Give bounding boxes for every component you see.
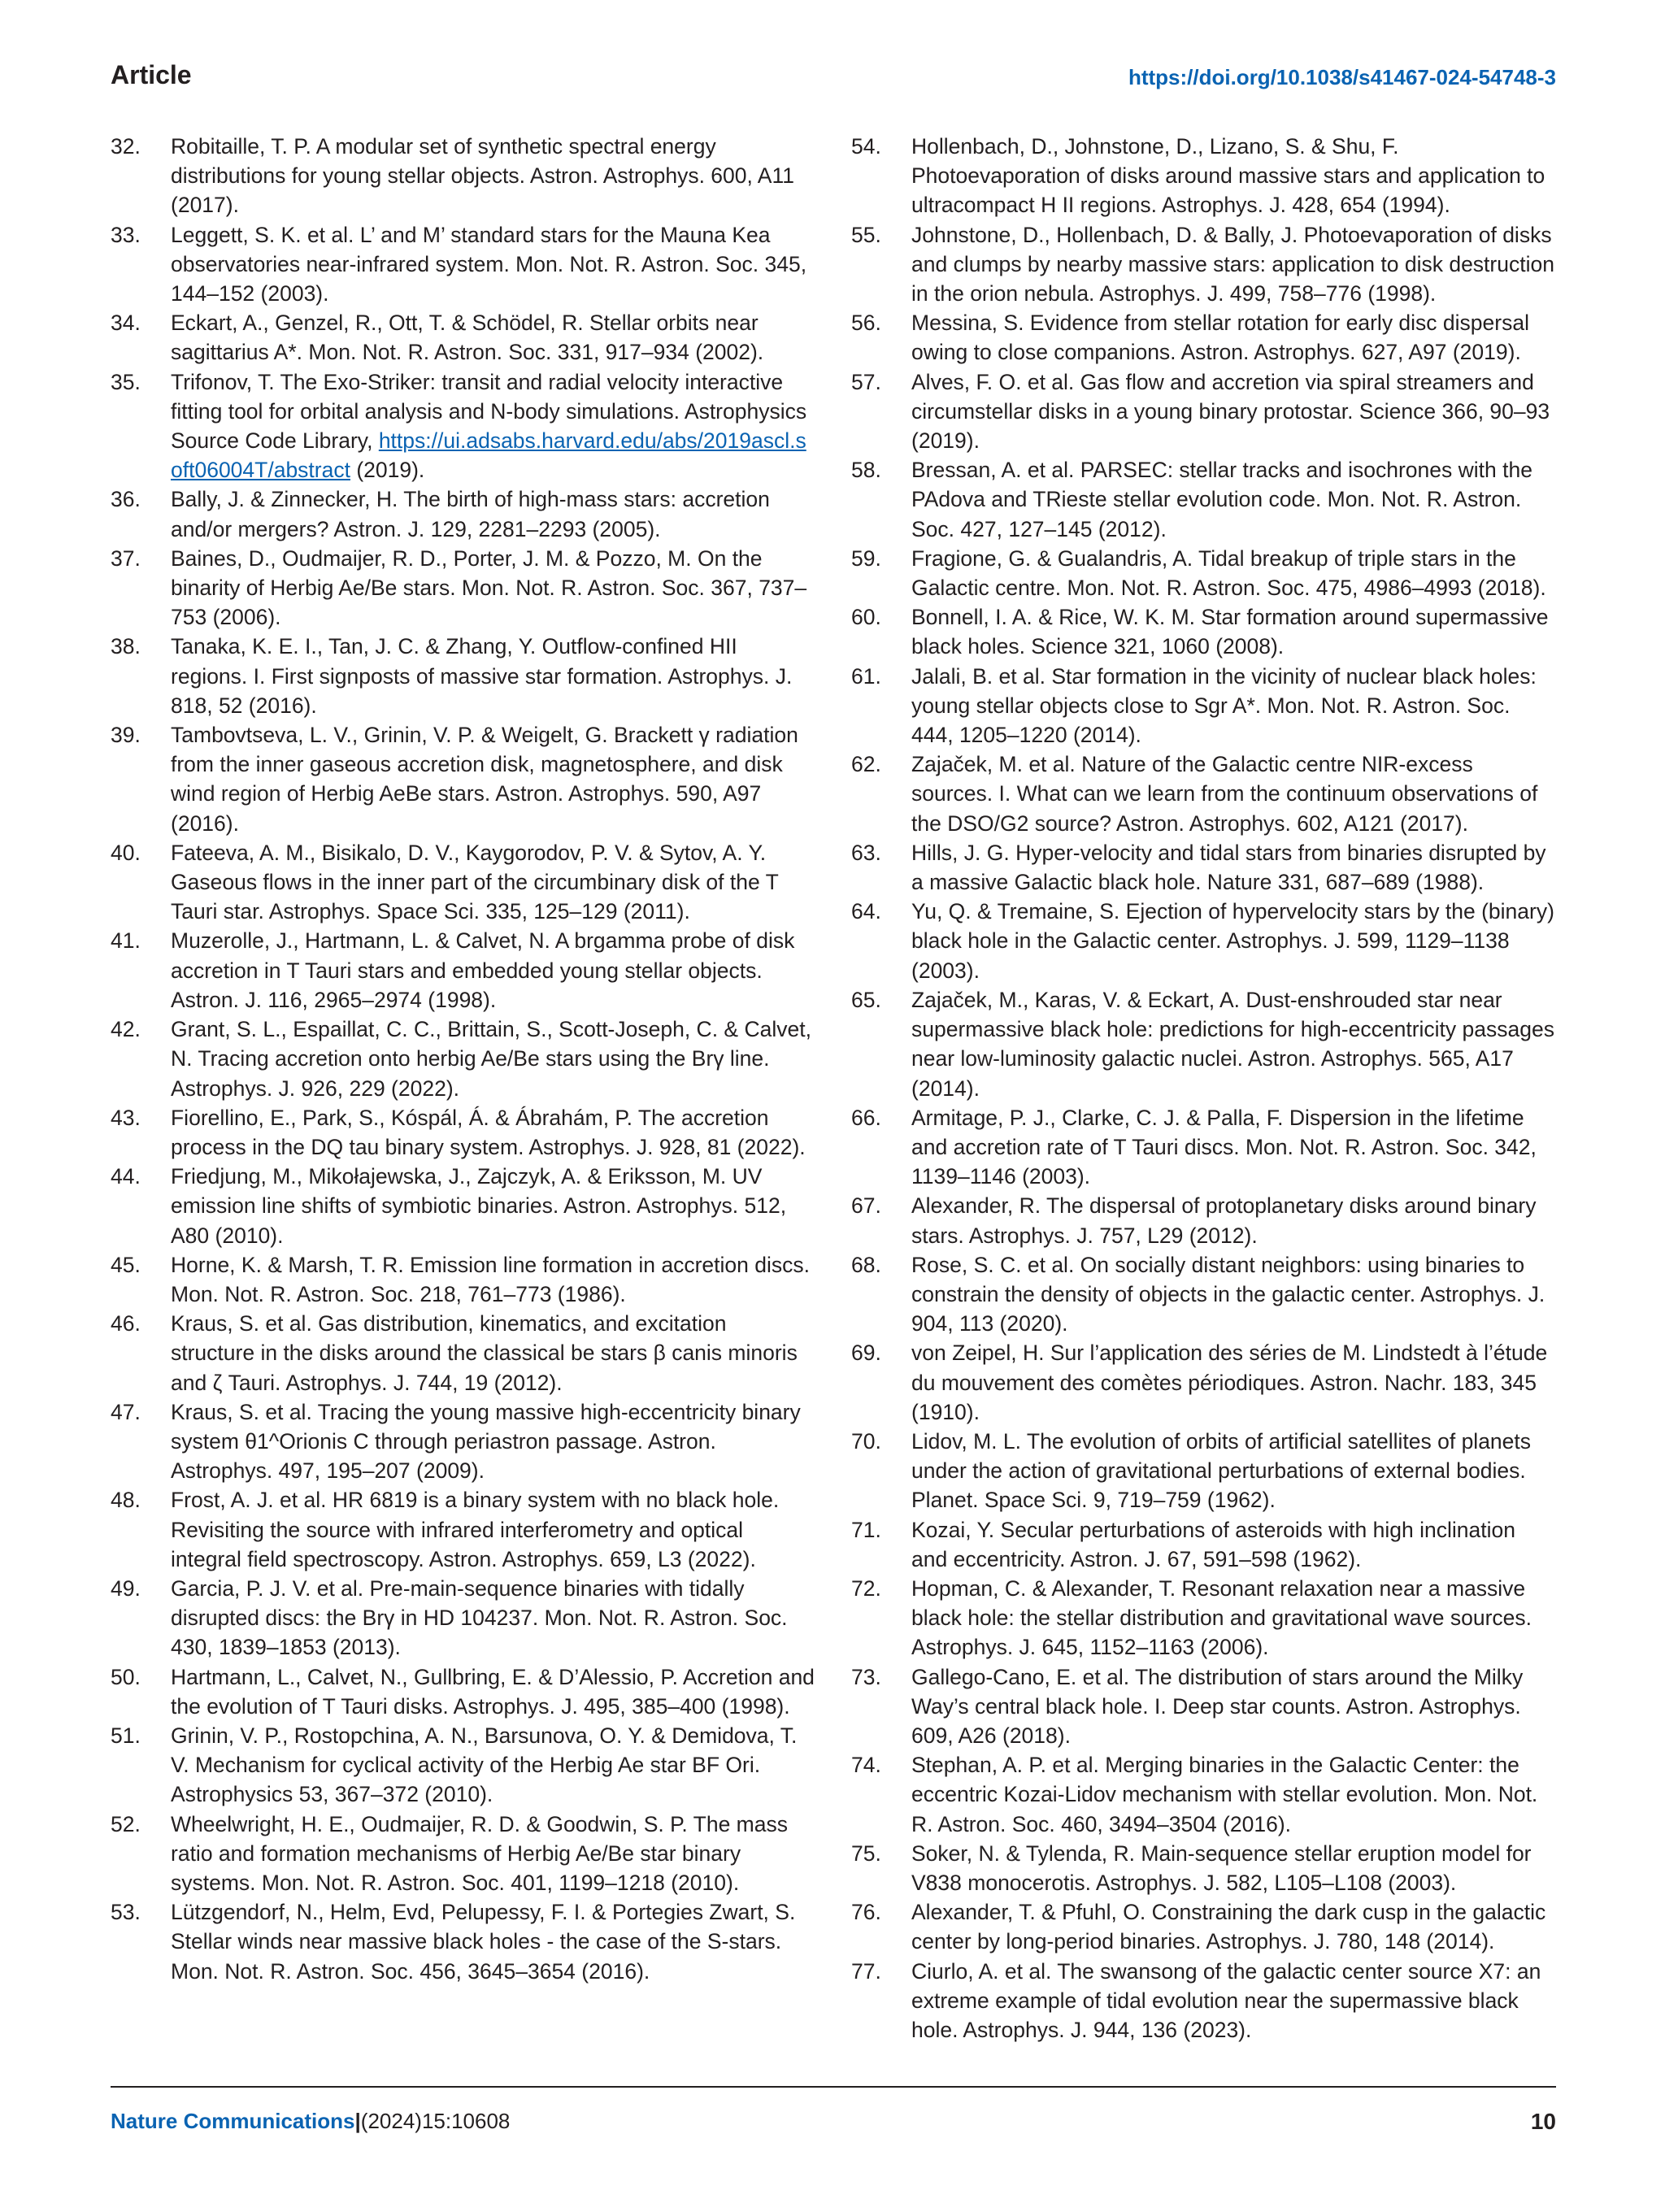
- reference-number: 76.: [851, 1900, 881, 1925]
- reference-item: [111, 132, 815, 220]
- reference-body: [171, 1103, 815, 1162]
- reference-number: 62.: [851, 752, 881, 777]
- reference-body: [911, 1662, 1556, 1751]
- reference-text: Lützgendorf, N., Helm, Evd, Pelupessy, F. I. & Portegies Zwart, S. Stellar winds near massive black holes - the case of the S-stars. Mon. Not. R. Astron. Soc. 456, 3645–3654 (2016).: [171, 1900, 796, 1984]
- reference-item: [111, 485, 815, 543]
- reference-text: Grant, S. L., Espaillat, C. C., Brittain, S., Scott-Joseph, C. & Calvet, N. Tracing accretion onto herbig Ae/Be stars using the Brγ line. Astrophys. J. 926, 229 (2022).: [171, 1017, 811, 1101]
- reference-link[interactable]: https://ui.adsabs.harvard.edu/abs/2019ascl.soft06004T/abstract: [171, 428, 806, 483]
- reference-text: Tambovtseva, L. V., Grinin, V. P. & Weigelt, G. Brackett γ radiation from the inner gaseous accretion disk, magnetosphere, and disk wind region of Herbig AeBe stars. Astron. Astrophys. 590, A97 (2016).: [171, 723, 798, 836]
- reference-number: 56.: [851, 311, 881, 336]
- reference-body: [171, 632, 815, 720]
- reference-text: Johnstone, D., Hollenbach, D. & Bally, J. Photoevaporation of disks and clumps by nearby massive stars: application to disk destruction in the orion nebula. Astrophys. J. 499, 758–776 (1998).: [911, 222, 1554, 306]
- reference-text: Stephan, A. P. et al. Merging binaries in the Galactic Center: the eccentric Kozai-Lidov mechanism with stellar evolution. Mon. Not. R. Astron. Soc. 460, 3494–3504 (2016).: [911, 1753, 1538, 1836]
- reference-item: [111, 1721, 815, 1810]
- reference-text: Trifonov, T. The Exo-Striker: transit and radial velocity interactive fitting tool for orbital analysis and N-body simulations. Astrophysics Source Code Library,: [171, 369, 807, 454]
- reference-item: [111, 1810, 815, 1898]
- reference-text: Fateeva, A. M., Bisikalo, D. V., Kaygorodov, P. V. & Sytov, A. Y. Gaseous flows in the inner part of the circumbinary disk of the T Tauri star. Astrophys. Space Sci. 335, 125–129 (2011).: [171, 840, 779, 924]
- reference-item: [111, 1162, 815, 1250]
- reference-number: 42.: [111, 1017, 141, 1042]
- reference-text: Leggett, S. K. et al. L’ and M’ standard stars for the Mauna Kea observatories near-infrared system. Mon. Not. R. Astron. Soc. 345, 144–152 (2003).: [171, 222, 807, 306]
- reference-body: [911, 455, 1556, 544]
- reference-item: [111, 838, 815, 927]
- page-number: 10: [1530, 2109, 1556, 2134]
- reference-text: Horne, K. & Marsh, T. R. Emission line formation in accretion discs. Mon. Not. R. Astron. Soc. 218, 761–773 (1986).: [171, 1252, 810, 1306]
- reference-body: [911, 1897, 1556, 1956]
- reference-text: Jalali, B. et al. Star formation in the vicinity of nuclear black holes: young stellar objects close to Sgr A*. Mon. Not. R. Astron. Soc. 444, 1205–1220 (2014).: [911, 663, 1537, 748]
- reference-number: 45.: [111, 1252, 141, 1277]
- reference-body: [911, 220, 1556, 309]
- reference-item: [851, 662, 1556, 750]
- reference-number: 69.: [851, 1341, 881, 1366]
- reference-text: Garcia, P. J. V. et al. Pre-main-sequence binaries with tidally disrupted discs: the Brγ in HD 104237. Mon. Not. R. Astron. Soc. 430, 1839–1853 (2013).: [171, 1575, 788, 1660]
- reference-item: [111, 1897, 815, 1986]
- reference-item: [851, 1515, 1556, 1574]
- reference-body: [171, 1662, 815, 1721]
- reference-item: [111, 632, 815, 720]
- reference-item: [851, 220, 1556, 309]
- reference-text: Bonnell, I. A. & Rice, W. K. M. Star formation around supermassive black holes. Science 321, 1060 (2008).: [911, 605, 1549, 659]
- reference-text: Messina, S. Evidence from stellar rotation for early disc dispersal owing to close companions. Astron. Astrophys. 627, A97 (2019).: [911, 311, 1529, 365]
- reference-text: Hopman, C. & Alexander, T. Resonant relaxation near a massive black hole: the stellar distribution and gravitational wave sources. Astrophys. J. 645, 1152–1163 (2006).: [911, 1575, 1532, 1660]
- footer-separator: |: [354, 2109, 361, 2133]
- reference-body: [171, 1810, 815, 1898]
- reference-text: Bally, J. & Zinnecker, H. The birth of high-mass stars: accretion and/or mergers? Astron. J. 129, 2281–2293 (2005).: [171, 487, 770, 541]
- reference-number: 73.: [851, 1664, 881, 1689]
- reference-body: [171, 1162, 815, 1250]
- footer-divider: [111, 2086, 1556, 2088]
- reference-number: 64.: [851, 899, 881, 924]
- reference-item: [851, 838, 1556, 897]
- reference-item: [851, 132, 1556, 220]
- reference-body: [911, 1427, 1556, 1515]
- reference-text: Yu, Q. & Tremaine, S. Ejection of hypervelocity stars by the (binary) black hole in the Galactic center. Astrophys. J. 599, 1129–1138 (2003).: [911, 899, 1554, 983]
- reference-body: [171, 926, 815, 1015]
- reference-body: [171, 1485, 815, 1574]
- reference-number: 40.: [111, 840, 141, 865]
- reference-text: Robitaille, T. P. A modular set of synthetic spectral energy distributions for young stellar objects. Astron. Astrophys. 600, A11 (2017).: [171, 134, 794, 218]
- reference-text: Hollenbach, D., Johnstone, D., Lizano, S. & Shu, F. Photoevaporation of disks around massive stars and application to ultracompact H II regions. Astrophys. J. 428, 654 (1994).: [911, 134, 1545, 218]
- reference-number: 37.: [111, 545, 141, 571]
- reference-body: [911, 1338, 1556, 1427]
- reference-item: [851, 1103, 1556, 1192]
- reference-body: [171, 1015, 815, 1103]
- reference-number: 38.: [111, 634, 141, 659]
- reference-item: [111, 926, 815, 1015]
- reference-tail: (2019).: [350, 458, 425, 483]
- reference-body: [911, 602, 1556, 661]
- reference-number: 65.: [851, 987, 881, 1012]
- reference-body: [171, 1309, 815, 1397]
- reference-item: [111, 720, 815, 838]
- reference-number: 50.: [111, 1664, 141, 1689]
- reference-item: [851, 1957, 1556, 2045]
- reference-item: [111, 367, 815, 485]
- reference-item: [851, 1427, 1556, 1515]
- reference-number: 77.: [851, 1958, 881, 1984]
- reference-number: 41.: [111, 928, 141, 954]
- reference-number: 51.: [111, 1723, 141, 1748]
- reference-text: Kraus, S. et al. Tracing the young massive high-eccentricity binary system θ1^Orionis C through periastron passage. Astron. Astrophys. 497, 195–207 (2009).: [171, 1399, 801, 1484]
- reference-item: [851, 308, 1556, 367]
- reference-body: [911, 1750, 1556, 1839]
- reference-text: Ciurlo, A. et al. The swansong of the galactic center source X7: an extreme example of tidal evolution near the supermassive black hole. Astrophys. J. 944, 136 (2023).: [911, 1958, 1541, 2042]
- reference-number: 46.: [111, 1311, 141, 1336]
- reference-number: 57.: [851, 369, 881, 394]
- reference-number: 71.: [851, 1517, 881, 1542]
- reference-body: [911, 985, 1556, 1103]
- journal-name[interactable]: Nature Communications: [111, 2109, 355, 2133]
- reference-body: [171, 308, 815, 367]
- reference-number: 60.: [851, 605, 881, 630]
- reference-text: Fragione, G. & Gualandris, A. Tidal breakup of triple stars in the Galactic centre. Mon. Not. R. Astron. Soc. 475, 4986–4993 (2018).: [911, 545, 1546, 601]
- reference-body: [171, 1721, 815, 1810]
- reference-text: Hartmann, L., Calvet, N., Gullbring, E. & D’Alessio, P. Accretion and the evolution of T Tauri disks. Astrophys. J. 495, 385–400 (1998).: [171, 1664, 815, 1719]
- reference-number: 53.: [111, 1900, 141, 1925]
- reference-item: [851, 544, 1556, 602]
- reference-text: Kozai, Y. Secular perturbations of asteroids with high inclination and eccentricity. Astron. J. 67, 591–598 (1962).: [911, 1517, 1515, 1571]
- reference-text: Gallego-Cano, E. et al. The distribution of stars around the Milky Way’s central black hole. I. Deep star counts. Astron. Astrophys. 609, A26 (2018).: [911, 1664, 1524, 1748]
- reference-item: [851, 602, 1556, 661]
- reference-number: 54.: [851, 134, 881, 159]
- reference-number: 34.: [111, 311, 141, 336]
- reference-number: 59.: [851, 545, 881, 571]
- reference-item: [851, 1662, 1556, 1751]
- reference-item: [111, 1662, 815, 1721]
- reference-body: [911, 1515, 1556, 1574]
- reference-text: Grinin, V. P., Rostopchina, A. N., Barsunova, O. Y. & Demidova, T. V. Mechanism for cyclical activity of the Herbig Ae star BF Ori. Astrophysics 53, 367–372 (2010).: [171, 1723, 798, 1807]
- reference-body: [911, 132, 1556, 220]
- reference-body: [171, 367, 815, 485]
- reference-item: [851, 455, 1556, 544]
- reference-item: [851, 985, 1556, 1103]
- reference-item: [111, 220, 815, 309]
- reference-body: [171, 1250, 815, 1309]
- reference-number: 74.: [851, 1753, 881, 1778]
- reference-item: [851, 1750, 1556, 1839]
- reference-text: Bressan, A. et al. PARSEC: stellar tracks and isochrones with the PAdova and TRieste stellar evolution code. Mon. Not. R. Astron. Soc. 427, 127–145 (2012).: [911, 458, 1532, 541]
- reference-number: 39.: [111, 723, 141, 748]
- issue-citation: (2024)15:10608: [360, 2109, 511, 2133]
- reference-body: [911, 1103, 1556, 1192]
- reference-number: 72.: [851, 1575, 881, 1601]
- reference-body: [171, 132, 815, 220]
- reference-number: 44.: [111, 1164, 141, 1189]
- reference-text: Kraus, S. et al. Gas distribution, kinematics, and excitation structure in the disks around the classical be stars β canis minoris and ζ Tauri. Astrophys. J. 744, 19 (2012).: [171, 1311, 798, 1395]
- reference-number: 49.: [111, 1575, 141, 1601]
- reference-number: 52.: [111, 1811, 141, 1836]
- reference-text: Zajaček, M., Karas, V. & Eckart, A. Dust-enshrouded star near supermassive black hole: predictions for high-eccentricity passages near low-luminosity galactic nuclei. Astron. Astrophys. 565, A17 (2014).: [911, 987, 1554, 1101]
- reference-column-left: [111, 132, 815, 1986]
- reference-item: [111, 1250, 815, 1309]
- reference-item: [851, 1191, 1556, 1249]
- reference-text: Wheelwright, H. E., Oudmaijer, R. D. & Goodwin, S. P. The mass ratio and formation mechanisms of Herbig Ae/Be star binary systems. Mon. Not. R. Astron. Soc. 401, 1199–1218 (2010).: [171, 1811, 788, 1895]
- reference-number: 55.: [851, 222, 881, 247]
- reference-number: 75.: [851, 1840, 881, 1866]
- reference-number: 36.: [111, 487, 141, 512]
- reference-number: 35.: [111, 369, 141, 394]
- reference-number: 66.: [851, 1105, 881, 1130]
- reference-text: Rose, S. C. et al. On socially distant neighbors: using binaries to constrain the density of objects in the galactic center. Astrophys. J. 904, 113 (2020).: [911, 1252, 1545, 1336]
- reference-text: Baines, D., Oudmaijer, R. D., Porter, J. M. & Pozzo, M. On the binarity of Herbig Ae/Be stars. Mon. Not. R. Astron. Soc. 367, 737–753 (2006).: [171, 545, 807, 630]
- reference-text: Frost, A. J. et al. HR 6819 is a binary system with no black hole. Revisiting the source with infrared interferometry and optical integral field spectroscopy. Astron. Astrophys. 659, L3 (2022).: [171, 1488, 780, 1571]
- reference-text: Hills, J. G. Hyper-velocity and tidal stars from binaries disrupted by a massive Galactic black hole. Nature 331, 687–689 (1988).: [911, 840, 1546, 895]
- reference-body: [171, 720, 815, 838]
- reference-item: [851, 1839, 1556, 1897]
- reference-item: [111, 1309, 815, 1397]
- reference-text: Eckart, A., Genzel, R., Ott, T. & Schödel, R. Stellar orbits near sagittarius A*. Mon. Not. R. Astron. Soc. 331, 917–934 (2002).: [171, 311, 764, 365]
- reference-text: Alexander, T. & Pfuhl, O. Constraining the dark cusp in the galactic center by long-period binaries. Astrophys. J. 780, 148 (2014).: [911, 1900, 1546, 1954]
- reference-body: [911, 838, 1556, 897]
- reference-body: [911, 367, 1556, 456]
- reference-number: 43.: [111, 1105, 141, 1130]
- reference-number: 47.: [111, 1399, 141, 1424]
- reference-body: [171, 1574, 815, 1662]
- reference-body: [911, 1839, 1556, 1897]
- reference-body: [911, 544, 1556, 602]
- reference-text: Alves, F. O. et al. Gas flow and accretion via spiral streamers and circumstellar disks in a young binary protostar. Science 366, 90–93 (2019).: [911, 369, 1550, 454]
- reference-text: Muzerolle, J., Hartmann, L. & Calvet, N. A brgamma probe of disk accretion in T Tauri stars and embedded young stellar objects. Astron. J. 116, 2965–2974 (1998).: [171, 928, 795, 1012]
- reference-body: [911, 1250, 1556, 1339]
- reference-text: Armitage, P. J., Clarke, C. J. & Palla, F. Dispersion in the lifetime and accretion rate of T Tauri discs. Mon. Not. R. Astron. Soc. 342, 1139–1146 (2003).: [911, 1105, 1537, 1189]
- reference-body: [171, 838, 815, 927]
- reference-item: [111, 1103, 815, 1162]
- reference-body: [911, 308, 1556, 367]
- reference-number: 68.: [851, 1252, 881, 1277]
- reference-item: [111, 1574, 815, 1662]
- reference-text: Alexander, R. The dispersal of protoplanetary disks around binary stars. Astrophys. J. 757, L29 (2012).: [911, 1193, 1537, 1248]
- reference-body: [911, 1957, 1556, 2045]
- page-header: [111, 60, 1556, 99]
- reference-body: [911, 750, 1556, 838]
- reference-item: [111, 544, 815, 632]
- reference-body: [171, 485, 815, 543]
- reference-item: [851, 750, 1556, 838]
- reference-body: [911, 1191, 1556, 1249]
- reference-item: [851, 367, 1556, 456]
- reference-text: Zajaček, M. et al. Nature of the Galactic centre NIR-excess sources. I. What can we learn from the continuum observations of the DSO/G2 source? Astron. Astrophys. 602, A121 (2017).: [911, 752, 1538, 836]
- reference-number: 58.: [851, 458, 881, 483]
- page-footer: [111, 2109, 1556, 2141]
- reference-item: [851, 897, 1556, 985]
- reference-text: von Zeipel, H. Sur l’application des séries de M. Lindstedt à l’étude du mouvement des comètes périodiques. Astron. Nachr. 183, 345 (1910).: [911, 1341, 1548, 1424]
- reference-body: [911, 1574, 1556, 1662]
- reference-item: [851, 1338, 1556, 1427]
- reference-body: [911, 662, 1556, 750]
- reference-number: 61.: [851, 663, 881, 689]
- reference-number: 63.: [851, 840, 881, 865]
- reference-number: 48.: [111, 1488, 141, 1513]
- reference-item: [851, 1897, 1556, 1956]
- reference-body: [911, 897, 1556, 985]
- reference-item: [111, 1485, 815, 1574]
- reference-text: Fiorellino, E., Park, S., Kóspál, Á. & Ábrahám, P. The accretion process in the DQ tau binary system. Astrophys. J. 928, 81 (2022).: [171, 1105, 806, 1159]
- reference-body: [171, 220, 815, 309]
- reference-item: [111, 1397, 815, 1486]
- reference-item: [111, 308, 815, 367]
- reference-item: [851, 1250, 1556, 1339]
- reference-item: [111, 1015, 815, 1103]
- reference-number: 67.: [851, 1193, 881, 1219]
- reference-column-right: [851, 132, 1556, 2045]
- doi-link[interactable]: https://doi.org/10.1038/s41467-024-54748-3: [1128, 65, 1556, 89]
- reference-text: Friedjung, M., Mikołajewska, J., Zajczyk, A. & Eriksson, M. UV emission line shifts of symbiotic binaries. Astron. Astrophys. 512, A80 (2010).: [171, 1164, 787, 1248]
- reference-item: [851, 1574, 1556, 1662]
- reference-body: [171, 1897, 815, 1986]
- reference-text: Soker, N. & Tylenda, R. Main-sequence stellar eruption model for V838 monocerotis. Astrophys. J. 582, L105–L108 (2003).: [911, 1840, 1532, 1895]
- reference-number: 33.: [111, 222, 141, 247]
- article-type-label: Article: [111, 60, 192, 89]
- reference-number: 70.: [851, 1428, 881, 1454]
- reference-text: Tanaka, K. E. I., Tan, J. C. & Zhang, Y. Outflow-confined HII regions. I. First signposts of massive star formation. Astrophys. J. 818, 52 (2016).: [171, 634, 793, 718]
- reference-body: [171, 1397, 815, 1486]
- reference-text: Lidov, M. L. The evolution of orbits of artificial satellites of planets under the action of gravitational perturbations of external bodies. Planet. Space Sci. 9, 719–759 (1962).: [911, 1428, 1532, 1513]
- reference-number: 32.: [111, 134, 141, 159]
- reference-body: [171, 544, 815, 632]
